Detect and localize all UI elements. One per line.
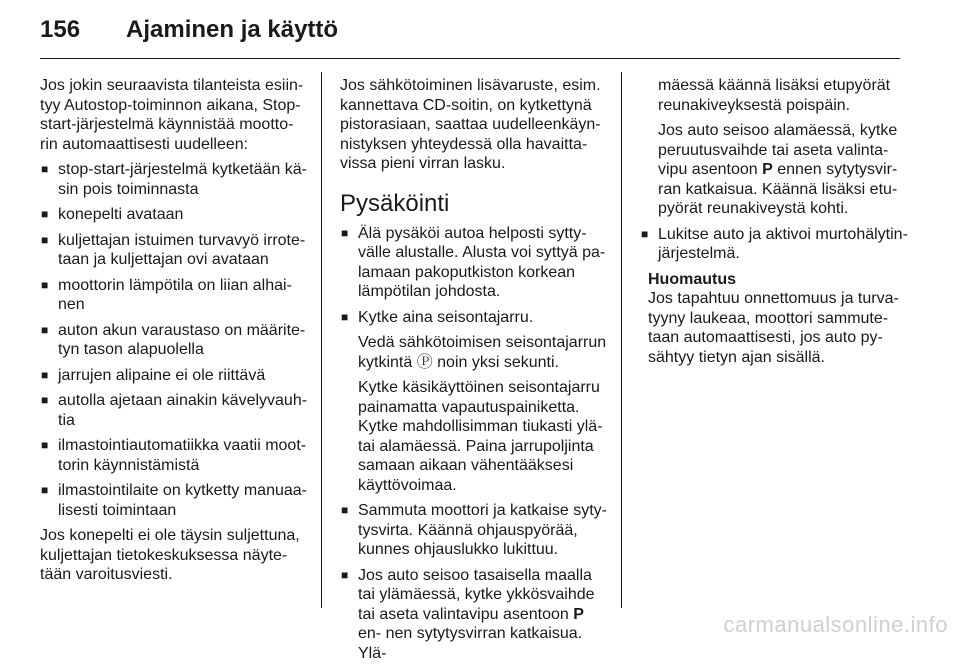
column-3 bbox=[640, 76, 908, 373]
sub-text: ennen sytytysvir- ran katkaisua. Käännä lisäksi etu- pyörät reunakiveystä kohti. bbox=[658, 161, 898, 217]
gear-position: P bbox=[573, 605, 584, 623]
continued-text: mäessä käännä lisäksi etupyörät reunakiveyksestä poispäin. bbox=[658, 77, 891, 114]
list-item-sub bbox=[340, 333, 608, 372]
col2-intro: Jos sähkötoiminen lisävaruste, esim. kannettava CD-soitin, on kytkettynä pistorasiaan, saattaa uudelleenkäyn- nistyksen yhteydessä olla havaitta- vissa pieni virran lasku. bbox=[340, 77, 601, 172]
list-item-sub: Kytke käsikäyttöinen seisontajarru painamatta vapautuspainiketta. Kytke mahdollisimman tiukasti ylä- tai alamäessä. Paina jarrupoljinta samaan aikaan vähentääksesi käyttövoimaa. bbox=[358, 379, 603, 494]
parking-brake-icon: Ⓟ bbox=[416, 353, 433, 371]
column-2 bbox=[340, 76, 608, 669]
item-text: Jos auto seisoo tasaisella maalla tai ylämäessä, kytke ykkösvaihde tai aseta valintavipu asentoon bbox=[358, 566, 595, 623]
list-item: ■ Lukitse auto ja aktivoi murtohälytin- järjestelmä. bbox=[640, 225, 908, 264]
sub-text: Jos auto seisoo alamäessä, kytke peruutusvaihde tai aseta valinta- vipu asentoon bbox=[658, 122, 898, 178]
page-header bbox=[40, 16, 338, 50]
list-item: ■ Sammuta moottori ja katkaise syty- tysvirta. Käännä ohjauspyörää, kunnes ohjauslukko lukittuu. bbox=[340, 501, 608, 560]
list-item: ■ kuljettajan istuimen turvavyö irrote- taan ja kuljettajan ovi avataan bbox=[40, 231, 308, 270]
list-item: ■ moottorin lämpötila on liian alhai- nen bbox=[40, 276, 308, 315]
list-item: ■ ilmastointiautomatiikka vaatii moot- torin käynnistämistä bbox=[40, 436, 308, 475]
column-divider bbox=[621, 72, 622, 608]
list-item: ■ autolla ajetaan ainakin kävelyvauh- tia bbox=[40, 391, 308, 430]
chapter-title: Ajaminen ja käyttö bbox=[126, 16, 339, 43]
section-heading: Pysäköinti bbox=[340, 189, 450, 217]
list-item: ■ stop-start-järjestelmä kytketään kä- sin pois toiminnasta bbox=[40, 160, 308, 199]
col1-intro: Jos jokin seuraavista tilanteista esiin- tyy Autostop-toiminnon aikana, Stop- start-järjestelmä käynnistää mootto- rin automaattisesti uudelleen: bbox=[40, 77, 304, 153]
note-text: Jos tapahtuu onnettomuus ja turva- tyyny laukeaa, moottori sammute- taan automaattisesti, jos auto py- sähtyy tietyn ajan sisällä. bbox=[648, 290, 899, 366]
page-number: 156 bbox=[40, 16, 81, 43]
sub-text: Vedä sähkötoimisen seisontajarrun kytkintä bbox=[358, 334, 607, 371]
header-rule bbox=[40, 58, 900, 59]
col1-outro: Jos konepelti ei ole täysin suljettuna, kuljettajan tietokeskuksessa näyte- tään varoitusviesti. bbox=[40, 527, 300, 583]
list-item: ■ konepelti avataan bbox=[40, 205, 308, 225]
list-item bbox=[340, 566, 608, 664]
list-item: ■ Älä pysäköi autoa helposti sytty- välle alustalle. Alusta voi syttyä pa- lamaan pakoputkiston korkean lämpötilan johdosta. bbox=[340, 224, 608, 302]
list-item: ■ Kytke aina seisontajarru. bbox=[340, 308, 608, 328]
column-divider bbox=[321, 72, 322, 608]
watermark: carmanualsonline.info bbox=[723, 612, 948, 637]
list-item: ■ jarrujen alipaine ei ole riittävä bbox=[40, 366, 308, 386]
list-item-sub bbox=[640, 121, 908, 219]
column-1 bbox=[40, 76, 308, 591]
note-title: Huomautus bbox=[648, 270, 736, 288]
list-item: ■ ilmastointilaite on kytketty manuaa- lisesti toimintaan bbox=[40, 481, 308, 520]
list-item: ■ auton akun varaustaso on määrite- tyn tason alapuolella bbox=[40, 321, 308, 360]
item-text: en- nen sytytysvirran katkaisua. Ylä- bbox=[358, 625, 583, 662]
sub-text: noin yksi sekunti. bbox=[432, 353, 559, 371]
note-box bbox=[640, 270, 908, 368]
gear-position: P bbox=[762, 161, 773, 178]
